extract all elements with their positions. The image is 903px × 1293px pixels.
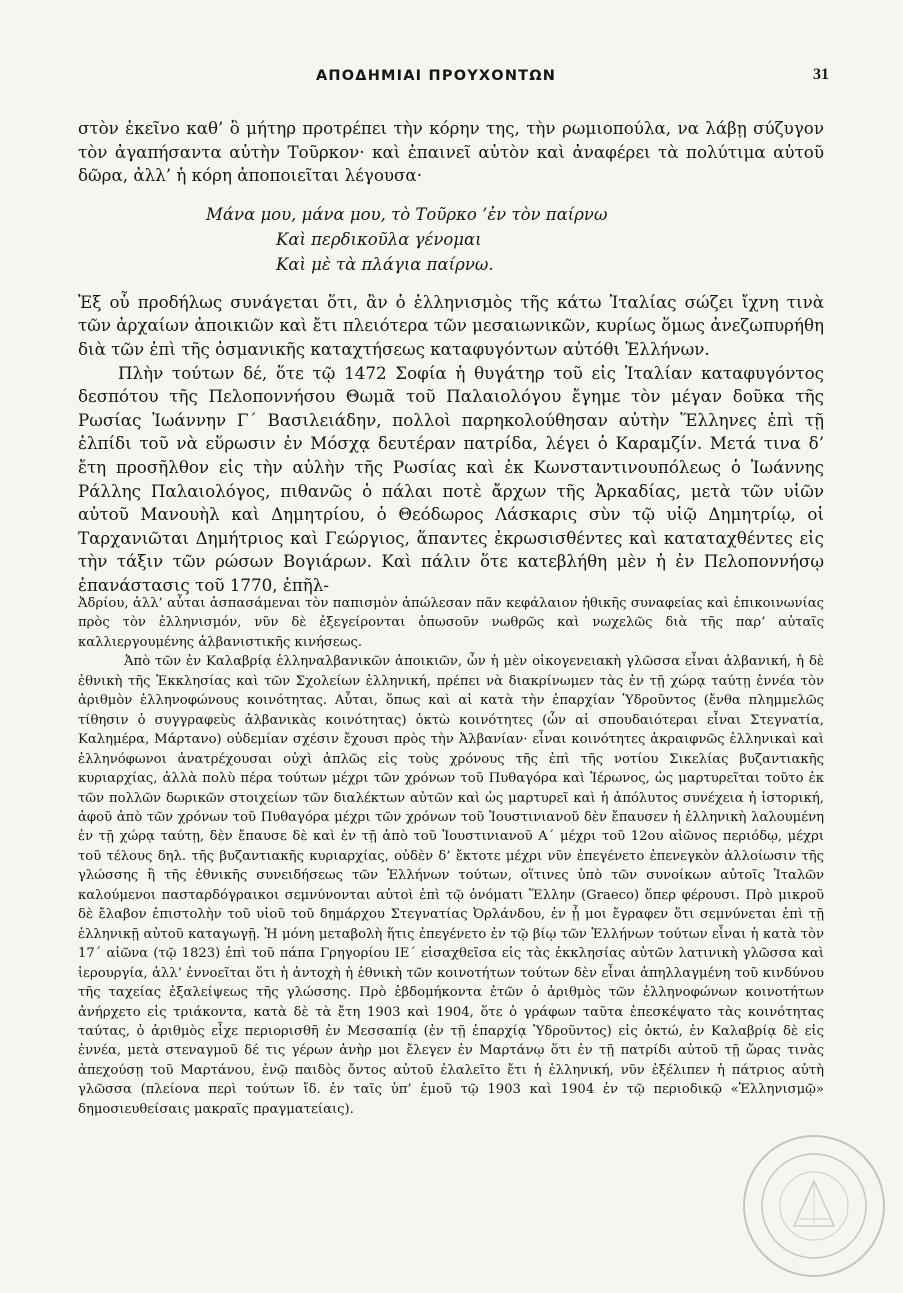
library-seal-icon (739, 1131, 889, 1281)
footnotes (78, 594, 824, 1119)
page-number: 31 (813, 66, 829, 83)
verse-line-1: Μάνα μου, μάνα μου, τὸ Τοῦρκο ’ἐν τὸν παίρνω (206, 204, 608, 224)
verse-line-2: Καὶ περδικοῦλα γένομαι (276, 229, 482, 249)
page-header (78, 62, 841, 92)
running-title: ΑΠΟΔΗΜΙΑΙ ΠΡΟΥΧΟΝΤΩΝ (316, 68, 557, 84)
paragraph-3: Πλὴν τούτων δέ, ὅτε τῷ 1472 Σοφία ἡ θυγάτηρ τοῦ εἰς Ἰταλίαν καταφυγόντος δεσπότου τῆς Πελοποννήσου Θωμᾶ τοῦ Παλαιολόγου ἔγημε τὸν μέγαν δοῦκα τῆς Ρωσίας Ἰωάννην Γ´ Βασιλειάδην, πολλοὶ παρηκολούθησαν αὐτὴν Ἕλληνες ἐπὶ τῇ ἐλπίδι τοῦ νὰ εὕρωσιν ἐν Μόσχᾳ δευτέραν πατρίδα, λέγει ὁ Καραμζίν. Μετά τινα δ’ ἔτη προσῆλθον εἰς τὴν αὐλὴν τῆς Ρωσίας καὶ ἐκ Κωνσταντινουπόλεως ὁ Ἰωάννης Ράλλης Παλαιολόγος, πιθανῶς ὁ πάλαι ποτὲ ἄρχων τῆς Ἀρκαδίας, μετὰ τῶν υἱῶν αὐτοῦ Μανουὴλ καὶ Δημητρίου, ὁ Θεόδωρος Λάσκαρις σὺν τῷ υἱῷ Δημητρίῳ, οἱ Ταρχανιῶται Δημήτριος καὶ Γεώργιος, ἅπαντες ἐκρωσισθέντες καὶ καταταχθέντες εἰς τὴν τάξιν τῶν ρώσων Βογιάρων. Καὶ πάλιν ὅτε κατεβλήθη μὲν ἡ ἐν Πελοποννήσῳ ἐπανάστασις τοῦ 1770, ἐπῆλ- (78, 362, 824, 595)
footnote-continued: Ἀδρίου, ἀλλ’ αὗται ἀσπασάμεναι τὸν παπισμὸν ἀπώλεσαν πᾶν κεφάλαιον ἠθικῆς συναφείας καὶ ἐπικοινωνίας πρὸς τὸν ἑλληνισμόν, νῦν δὲ ἐξεγείρονται ὁπωσοῦν νωθρῶς καὶ νωχελῶς διὰ τῆς παρ’ αὐταῖς καλλιεργουμένης ἀλβανιστικῆς κινήσεως. (78, 596, 824, 650)
paragraph-2: Ἐξ οὗ προδήλως συνάγεται ὅτι, ἂν ὁ ἑλληνισμὸς τῆς κάτω Ἰταλίας σώζει ἴχνη τινὰ τῶν ἀρχαίων ἀποικιῶν καὶ ἔτι πλειότερα τῶν μεσαιωνικῶν, κυρίως ὅμως ἀνεζωπυρήθη διὰ τῶν ἐπὶ τῆς ὀσμανικῆς καταχτήσεως καταφυγόντων αὐτόθι Ἑλλήνων. (78, 291, 824, 359)
footnote-2: Ἀπὸ τῶν ἐν Καλαβρίᾳ ἑλληναλβανικῶν ἀποικιῶν, ὧν ἡ μὲν οἰκογενειακὴ γλῶσσα εἶναι ἀλβανική, ἡ δὲ ἐθνικὴ τῆς Ἐκκλησίας καὶ τῶν Σχολείων ἑλληνική, πρέπει νὰ διακρίνωμεν τὰς ἐν τῇ χώρᾳ ταύτῃ ἐννέα τὸν ἀριθμὸν ἑλληνοφώνους κοινότητας. Αὗται, ὅπως καὶ αἱ κατὰ τὴν ἐπαρχίαν Ὑδροῦντος (ἔνθα πλημμελῶς τίθησιν ὁ συγγραφεὺς ἀλβανικὰς κοινότητας) ὀκτὼ κοινότητες (ὧν αἱ σπουδαιότεραι εἶναι Στεγνατία, Καλημέρα, Μάρτανο) οὐδεμίαν σχέσιν ἔχουσι πρὸς τὴν Ἀλβανίαν· εἶναι κοινότητες ἀκραιφνῶς ἑλληνικαὶ καὶ ἑλληνόφωνοι ἀνατρέχουσαι οὐχὶ ἁπλῶς εἰς τοὺς χρόνους τῆς ἐπὶ τῆς νοτίου Σικελίας βυζαντιακῆς κυριαρχίας, ἀλλὰ πολὺ πέρα τούτων μέχρι τῶν χρόνων τοῦ Πυθαγόρα καὶ Ἱέρωνος, ὡς μαρτυρεῖται τοῦτο ἐκ τῶν πολλῶν δωρικῶν στοιχείων τῶν διαλέκτων αὐτῶν καὶ ὡς μαρτυρεῖ καὶ ἡ ἀπόλυτος συνέχεια ἡ ἱστορική, ἀφοῦ ἀπὸ τῶν χρόνων τοῦ Πυθαγόρα μέχρι τῶν χρόνων τοῦ Ἰουστινιανοῦ δὲν ἔπαυσεν ἡ ἑλληνικὴ λαλουμένη ἐν τῇ χώρᾳ ταύτῃ, δὲν ἔπαυσε δὲ καὶ ἐν τῇ ἀπὸ τοῦ Ἰουστινιανοῦ Α´ μέχρι τοῦ 12ου αἰῶνος περιόδῳ, μέχρι τοῦ τέλους δηλ. τῆς βυζαντιακῆς κυριαρχίας, οὐδὲν δ’ ἔκτοτε μέχρι νῦν ἐπεγένετο ἐπενεγκὸν ἀλλοίωσιν τῆς γλώσσης ἢ τῆς ἐθνικῆς συνειδήσεως τῶν Ἑλλήνων τούτων, οἵτινες ὑπὸ τῶν συνοίκων αὐτοῖς Ἰταλῶν καλούμενοι πασταρδόγραικοι σεμνύνονται αὐτοὶ ἐπὶ τῷ ὀνόματι Ἕλλην (Graeco) ὅπερ φέρουσι. Πρὸ μικροῦ δὲ ἔλαβον ἐπιστολὴν τοῦ υἱοῦ τοῦ δημάρχου Στεγνατίας Ὀρλάνδου, ἐν ᾗ μοι ἔγραφεν ὅτι σεμνύνεται ἐπὶ τῇ ἑλληνικῇ αὐτοῦ καταγωγῇ. Ἡ μόνη μεταβολὴ ἥτις ἐπεγένετο ἐν τῷ βίῳ τῶν Ἑλλήνων τούτων εἶναι ἡ κατὰ τὸν 17´ αἰῶνα (τῷ 1823) ἐπὶ τοῦ πάπα Γρηγορίου ΙΕ´ εἰσαχθεῖσα εἰς τὰς ἐκκλησίας αὐτῶν λατινικὴ γλῶσσα καὶ ἱερουργία, ἀλλ’ ἐννοεῖται ὅτι ἡ ἀντοχὴ ἡ ἐθνικὴ τῶν κοινοτήτων τούτων δὲν εἶναι ἀπηλλαγμένη τοῦ κινδύνου τῆς ταχείας ἐξαλείψεως τῆς γλώσσης. Πρὸ ἑβδομήκοντα ἐτῶν ὁ ἀριθμὸς τῶν ἑλληνοφώνων κοινοτήτων ἀνήρχετο εἰς τριάκοντα, κατὰ δὲ τὰ ἔτη 1903 καὶ 1904, ὅτε ὁ γράφων ταῦτα ἐπεσκέψατο τὰς κοινότητας ταύτας, ὁ ἀριθμὸς εἶχε περιορισθῆ ἐν Μεσσαπίᾳ (ἐν τῇ ἐπαρχίᾳ Ὑδροῦντος) εἰς ὀκτώ, ἐν Καλαβρίᾳ δὲ εἰς ἐννέα, μετὰ στεναγμοῦ δέ τις γέρων ἀνὴρ μοι ἔλεγεν ἐν Μαρτάνῳ ὅτι ἐν τῇ πατρίδι αὐτοῦ τῇ ὥρας τινὰς ἀπεχούσῃ τοῦ Μαρτάνου, ἐνῷ παιδὸς ὄντος αὐτοῦ ἐλαλεῖτο ἔτι ἡ ἑλληνική, νῦν ἐξέλιπεν ἡ πάτριος αὐτὴ γλῶσσα (πλείονα περὶ τούτων ἴδ. ἐν ταῖς ὑπ’ ἐμοῦ τῷ 1903 καὶ 1904 ἐν τῷ περιοδικῷ «Ἑλληνισμῷ» δημοσιευθείσαις μακραῖς πραγματείαις). (78, 654, 824, 1117)
folk-song-verse (78, 202, 824, 277)
paragraph-1: στὸν ἐκεῖνο καθ’ ὃ μήτηρ προτρέπει τὴν κόρην της, τὴν ρωμιοπούλα, να λάβῃ σύζυγον τὸν ἀγαπήσαντα αὐτὴν Τοῦρκον· καὶ ἐπαινεῖ αὐτὸν καὶ ἀναφέρει τὰ πολύτιμα αὐτοῦ δῶρα, ἀλλ’ ἡ κόρη ἀποποιεῖται λέγουσα· (78, 118, 824, 186)
main-text (78, 117, 824, 598)
verse-line-3: Καὶ μὲ τὰ πλάγια παίρνω. (276, 254, 494, 274)
